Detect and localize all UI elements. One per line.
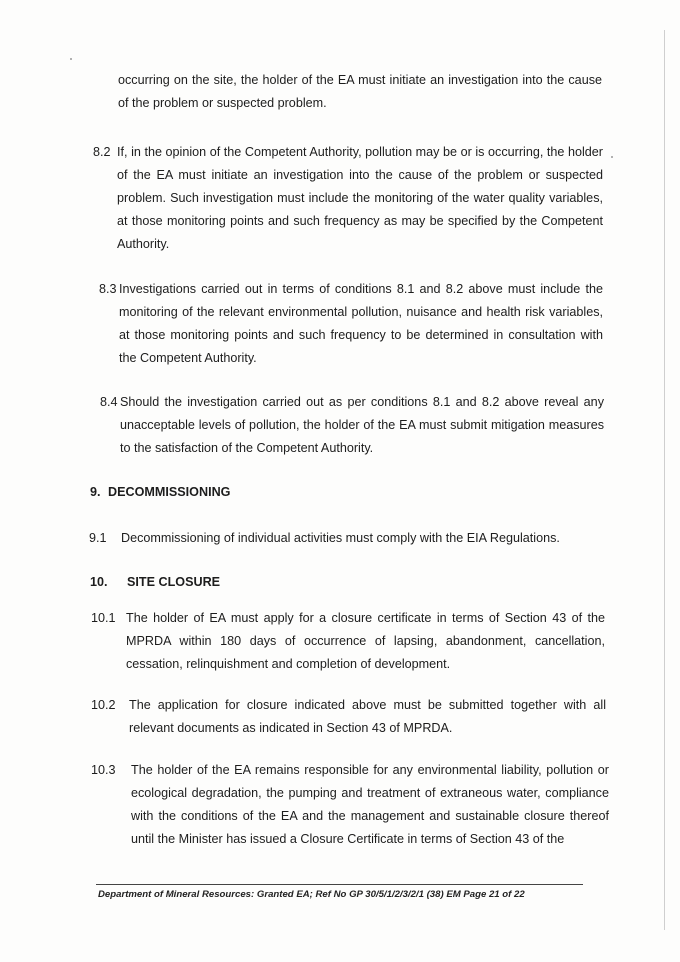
- clause-text-8-2: If, in the opinion of the Competent Authority, pollution may be or is occurring, the holder of the EA must initiate an investigation into the cause of the problem or suspected problem. Such investigation must include the monitoring of the water quality variables, at those monitoring points and such frequency as may be specified by the Competent Authority.: [117, 145, 603, 251]
- clause-number-9-1: 9.1: [89, 531, 107, 545]
- section-10-number: 10.: [90, 575, 108, 589]
- clause-text-9-1: Decommissioning of individual activities must comply with the EIA Regulations.: [121, 531, 560, 545]
- page-edge-line: [664, 30, 665, 930]
- section-9-title: DECOMMISSIONING: [108, 485, 231, 499]
- clause-text-10-1: The holder of EA must apply for a closure certificate in terms of Section 43 of the MPRDA within 180 days of occurrence of lapsing, abandonment, cancellation, cessation, relinquishment and completion of development.: [126, 611, 605, 671]
- clause-number-8-3: 8.3: [99, 282, 117, 296]
- page-footer: Department of Mineral Resources: Granted EA; Ref No GP 30/5/1/2/3/2/1 (38) EM Page 21 of 22: [98, 889, 525, 900]
- clause-text-8-4: Should the investigation carried out as per conditions 8.1 and 8.2 above reveal any unacceptable levels of pollution, the holder of the EA must submit mitigation measures to the satisfaction of the Competent Authority.: [120, 395, 604, 455]
- section-10-heading: [90, 573, 220, 591]
- section-9-number: 9.: [90, 485, 101, 499]
- clause-number-10-2: 10.2: [91, 698, 116, 712]
- clause-text-10-3: The holder of the EA remains responsible for any environmental liability, pollution or ecological degradation, the pumping and treatment of extraneous water, compliance with the conditions of the EA and the management and sustainable closure thereof until the Minister has issued a Closure Certificate in terms of Section 43 of the: [131, 763, 609, 846]
- clause-number-8-4: 8.4: [100, 395, 118, 409]
- section-9-heading: [90, 483, 230, 501]
- clause-text-10-2: The application for closure indicated above must be submitted together with all relevant documents as indicated in Section 43 of MPRDA.: [129, 698, 606, 735]
- scan-speck: [611, 156, 613, 158]
- clause-text-8-3: Investigations carried out in terms of conditions 8.1 and 8.2 above must include the monitoring of the relevant environmental pollution, nuisance and health risk variables, at those monitoring points and such frequency to be determined in consultation with the Competent Authority.: [119, 282, 603, 365]
- clause-number-10-1: 10.1: [91, 611, 116, 625]
- intro-paragraph: occurring on the site, the holder of the EA must initiate an investigation into the cause of the problem or suspected problem.: [118, 73, 602, 110]
- footer-rule: [96, 884, 583, 885]
- section-10-title: SITE CLOSURE: [127, 575, 221, 589]
- clause-number-8-2: 8.2: [93, 145, 111, 159]
- scan-speck: [70, 58, 72, 60]
- clause-number-10-3: 10.3: [91, 763, 116, 777]
